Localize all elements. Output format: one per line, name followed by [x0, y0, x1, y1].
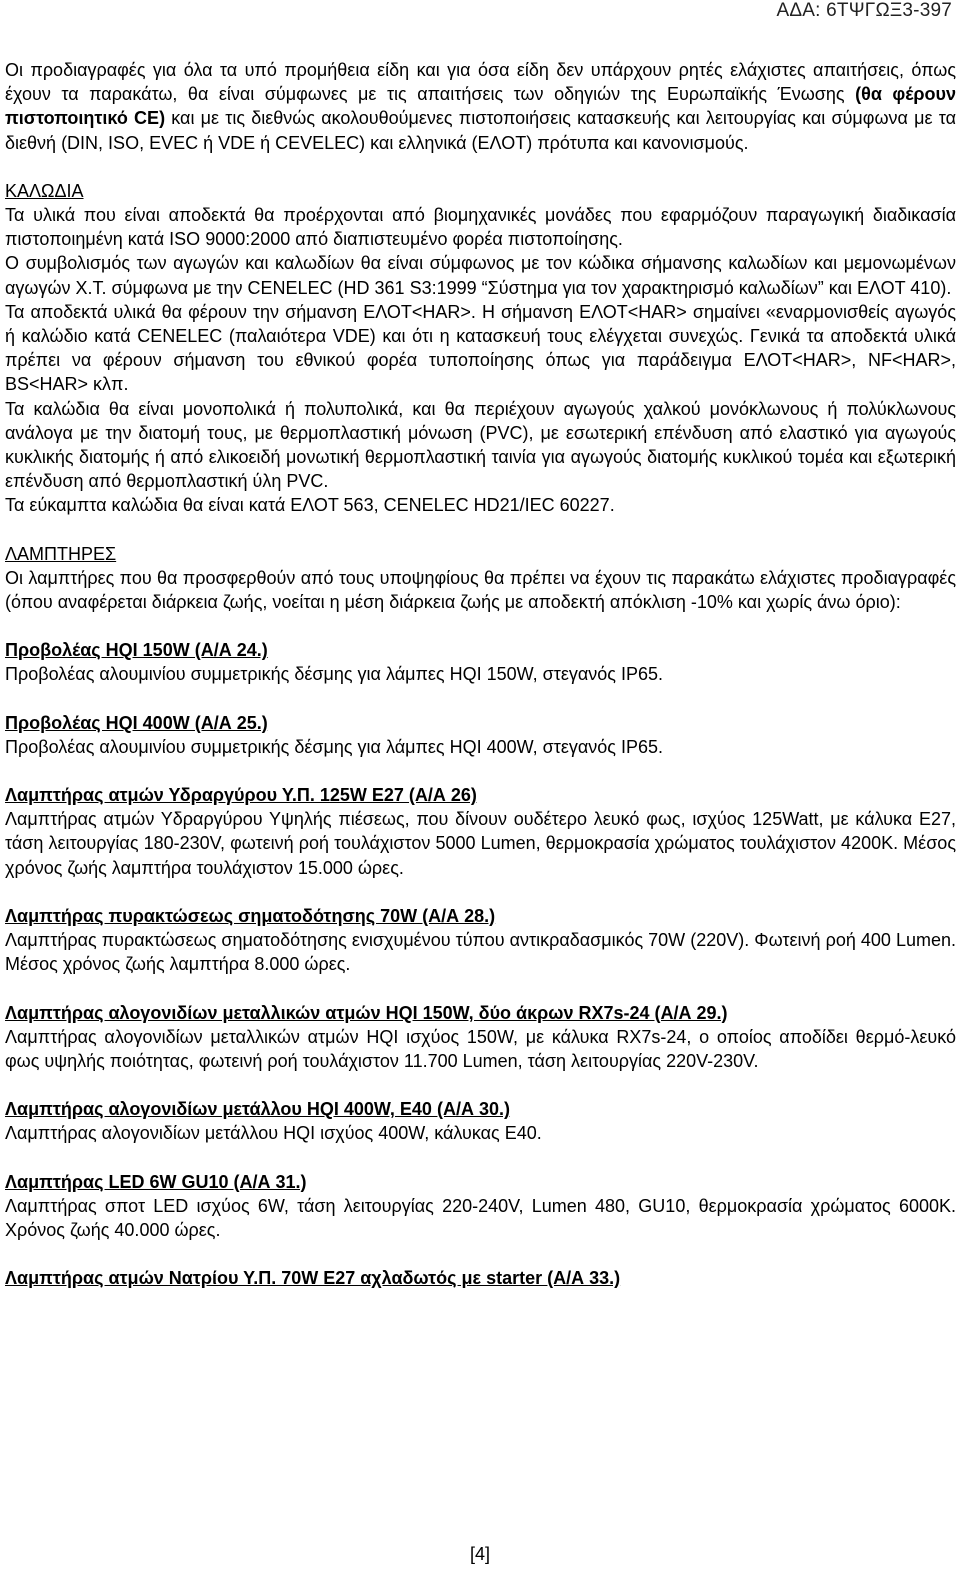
cables-paragraph-2: Ο συμβολισμός των αγωγών και καλωδίων θα είναι σύμφωνος με τον κώδικα σήμανσης καλωδίων και μεμονωμένων αγωγών Χ.Τ. σύμφωνα με την CENELEC (HD 361 S3:1999 “Σύστημα για τον χαρακτηρισμό καλωδίων” και ΕΛΟΤ 410).	[5, 253, 956, 298]
intro-paragraph	[5, 58, 956, 155]
cables-paragraph-5: Τα εύκαμπτα καλώδια θα είναι κατά ΕΛΟΤ 563, CENELEC HD21/IEC 60227.	[5, 495, 615, 516]
item-text: Λαμπτήρας σποτ LED ισχύος 6W, τάση λειτουργίας 220-240V, Lumen 480, GU10, θερμοκρασία χρώματος 6000Κ. Χρόνος ζωής 40.000 ώρες.	[5, 1195, 956, 1240]
item-text: Λαμπτήρας αλογονιδίων μετάλλου HQI ισχύος 400W, κάλυκας Ε40.	[5, 1123, 542, 1144]
item-text: Λαμπτήρας αλογονιδίων μεταλλικών ατμών HQI ισχύος 150W, με κάλυκα RX7s-24, ο οποίος αποδίδει θερμό-λευκό φως υψηλής ποιότητας, φωτεινή ροή τουλάχιστον 11.700 Lumen, τάση λειτουργίας 220V-230V.	[5, 1026, 956, 1071]
item-text: Λαμπτήρας ατμών Υδραργύρου Υψηλής πιέσεως, που δίνουν ουδέτερο λευκό φως, ισχύος 125Watt, με κάλυκα Ε27, τάση λειτουργίας 180-230V, φωτεινή ροή τουλάχιστον 5000 Lumen, θερμοκρασία χρώματος τουλάχιστον 4200Κ. Μέσος χρόνος ζωής λαμπτήρα τουλάχιστον 15.000 ώρες.	[5, 809, 956, 878]
intro-text-1: Οι προδιαγραφές για όλα τα υπό προμήθεια είδη και για όσα είδη δεν υπάρχουν ρητές ελάχιστες απαιτήσεις, όπως έχουν τα παρακάτω, θα είναι σύμφωνες με τις απαιτήσεις των οδηγιών της Ευρωπαϊκής Ένωσης	[5, 60, 956, 105]
item-title: Λαμπτήρας LED 6W GU10 (Α/Α 31.)	[5, 1171, 307, 1192]
cables-paragraph-3: Τα αποδεκτά υλικά θα φέρουν την σήμανση ΕΛΟΤ<HAR>. Η σήμανση ΕΛΟΤ<HAR> σημαίνει «εναρμονισθείς αγωγός ή καλώδιο κατά CENELEC (παλαιότερα VDE) και ότι η κατασκευή τους ελέγχεται συνεχώς. Γενικά τα αποδεκτά υλικά πρέπει να φέρουν σήμανση του εθνικού φορέα τυποποίησης όπως για παράδειγμα ΕΛΟΤ<HAR>, NF<HAR>, BS<HAR> κλπ.	[5, 301, 956, 395]
item-text: Προβολέας αλουμινίου συμμετρικής δέσμης για λάμπες HQI 150W, στεγανός IP65.	[5, 664, 663, 685]
cables-heading: ΚΑΛΩΔΙΑ	[5, 180, 84, 201]
item-title: Προβολέας HQI 150W (Α/Α 24.)	[5, 640, 268, 661]
lamps-paragraph: Οι λαμπτήρες που θα προσφερθούν από τους υποψηφίους θα πρέπει να έχουν τις παρακάτω ελάχιστες προδιαγραφές (όπου αναφέρεται διάρκεια ζωής, νοείται η μέση διάρκεια ζωής με αποδεκτή απόκλιση -10% και χωρίς άνω όριο):	[5, 567, 956, 613]
intro-text-2: και με τις διεθνώς ακολουθούμενες πιστοποιήσεις κατασκευής και λειτουργίας και σύμφωνα με τα διεθνή (DIN, ISO, EVEC ή VDE ή CEVELEC) και ελληνικά (ΕΛΟΤ) πρότυπα και κανονισμούς.	[5, 108, 956, 153]
item-title: Λαμπτήρας πυρακτώσεως σηματοδότησης 70W (Α/Α 28.)	[5, 905, 496, 926]
ada-code: ΑΔΑ: 6ΤΨΓΩΞ3-397	[776, 0, 952, 21]
item-text: Προβολέας αλουμινίου συμμετρικής δέσμης για λάμπες HQI 400W, στεγανός IP65.	[5, 736, 663, 757]
lamps-heading: ΛΑΜΠΤΗΡΕΣ	[5, 543, 117, 564]
item-title: Λαμπτήρας ατμών Υδραργύρου Υ.Π. 125W E27 (Α/Α 26)	[5, 785, 477, 806]
cables-paragraph-4: Τα καλώδια θα είναι μονοπολικά ή πολυπολικά, και θα περιέχουν αγωγούς χαλκού μονόκλωνους ή πολύκλωνους ανάλογα με την διατομή τους, με θερμοπλαστική μόνωση (PVC), με εσωτερική επένδυση από ελαστικό για αγωγούς κυκλικής διατομής ή από ελικοειδή μονωτική θερμοπλαστική ταινία για αγωγούς διατομής κυκλικού τομέα και εξωτερική επένδυση από θερμοπλαστική ύλη PVC.	[5, 398, 956, 492]
item-title: Λαμπτήρας ατμών Νατρίου Υ.Π. 70W Ε27 αχλαδωτός με starter (Α/Α 33.)	[5, 1268, 621, 1289]
item-title: Προβολέας HQI 400W (Α/Α 25.)	[5, 712, 268, 733]
page-number: [4]	[469, 1544, 490, 1564]
intro-ce-bold: (θα φέρουν πιστοποιητικό CE)	[5, 84, 957, 129]
item-title: Λαμπτήρας αλογονιδίων μετάλλου HQI 400W, Ε40 (Α/Α 30.)	[5, 1099, 510, 1120]
cables-paragraph-1: Τα υλικά που είναι αποδεκτά θα προέρχονται από βιομηχανικές μονάδες που εφαρμόζουν παραγωγική διαδικασία πιστοποιημένη κατά ISO 9000:2000 από διαπιστευμένο φορέα πιστοποίησης.	[5, 205, 956, 250]
item-text: Λαμπτήρας πυρακτώσεως σηματοδότησης ενισχυμένου τύπου αντικραδασμικός 70W (220V). Φωτεινή ροή 400 Lumen. Μέσος χρόνος ζωής λαμπτήρα 8.000 ώρες.	[5, 930, 956, 975]
document-body	[5, 58, 956, 1290]
item-title: Λαμπτήρας αλογονιδίων μεταλλικών ατμών HQI 150W, δύο άκρων RX7s-24 (Α/Α 29.)	[5, 1002, 728, 1023]
